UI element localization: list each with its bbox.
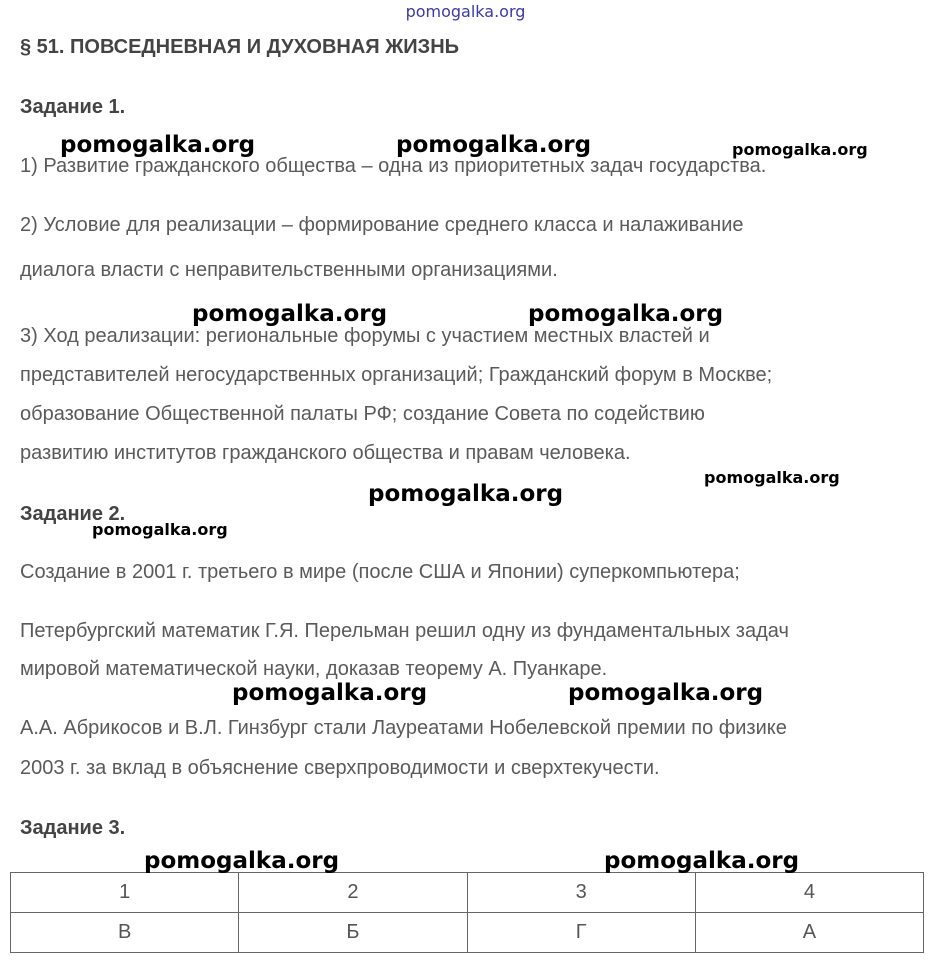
table-header-cell: 4 (695, 873, 923, 913)
watermark: pomogalka.org (232, 680, 428, 706)
watermark: pomogalka.org (144, 848, 340, 874)
watermark: pomogalka.org (568, 680, 764, 706)
watermark: pomogalka.org (92, 520, 228, 539)
task1-line: 1) Развитие гражданского общества – одна из приоритетных задач государства. (20, 155, 767, 177)
table-cell: В (11, 913, 239, 953)
task2-line: 2003 г. за вклад в объяснение сверхпроводимости и сверхтекучести. (20, 757, 660, 779)
task1-line: представителей негосударственных организаций; Гражданский форум в Москве; (20, 364, 773, 386)
task2-line: мировой математической науки, доказав теорему А. Пуанкаре. (20, 658, 608, 680)
task1-line: 2) Условие для реализации – формирование среднего класса и налаживание (20, 214, 744, 236)
page-title: § 51. ПОВСЕДНЕВНАЯ И ДУХОВНАЯ ЖИЗНЬ (20, 36, 460, 58)
task2-line: Создание в 2001 г. третьего в мире (после США и Японии) суперкомпьютера; (20, 561, 740, 583)
task1-line: образование Общественной палаты РФ; создание Совета по содействию (20, 403, 705, 425)
watermark: pomogalka.org (704, 468, 840, 487)
watermark: pomogalka.org (192, 301, 388, 327)
watermark: pomogalka.org (60, 132, 256, 158)
task2-line: Петербургский математик Г.Я. Перельман решил одну из фундаментальных задач (20, 620, 789, 642)
task1-line: развитию институтов гражданского общества и правам человека. (20, 442, 631, 464)
task1-heading: Задание 1. (20, 96, 126, 118)
table-row (11, 873, 924, 913)
table-header-cell: 1 (11, 873, 239, 913)
site-header-watermark: pomogalka.org (405, 2, 526, 21)
answers-table (10, 872, 924, 953)
task3-heading: Задание 3. (20, 817, 126, 839)
table-header-cell: 3 (467, 873, 695, 913)
watermark: pomogalka.org (528, 301, 724, 327)
table-cell: Г (467, 913, 695, 953)
table-header-cell: 2 (239, 873, 467, 913)
task2-heading: Задание 2. (20, 503, 126, 525)
table-cell: А (695, 913, 923, 953)
task1-line: диалога власти с неправительственными организациями. (20, 259, 558, 281)
table-row (11, 913, 924, 953)
watermark: pomogalka.org (368, 481, 564, 507)
task2-line: А.А. Абрикосов и В.Л. Гинзбург стали Лауреатами Нобелевской премии по физике (20, 717, 787, 739)
watermark: pomogalka.org (396, 132, 592, 158)
watermark: pomogalka.org (604, 848, 800, 874)
table-cell: Б (239, 913, 467, 953)
task1-line: 3) Ход реализации: региональные форумы с участием местных властей и (20, 325, 710, 347)
watermark: pomogalka.org (732, 140, 868, 159)
